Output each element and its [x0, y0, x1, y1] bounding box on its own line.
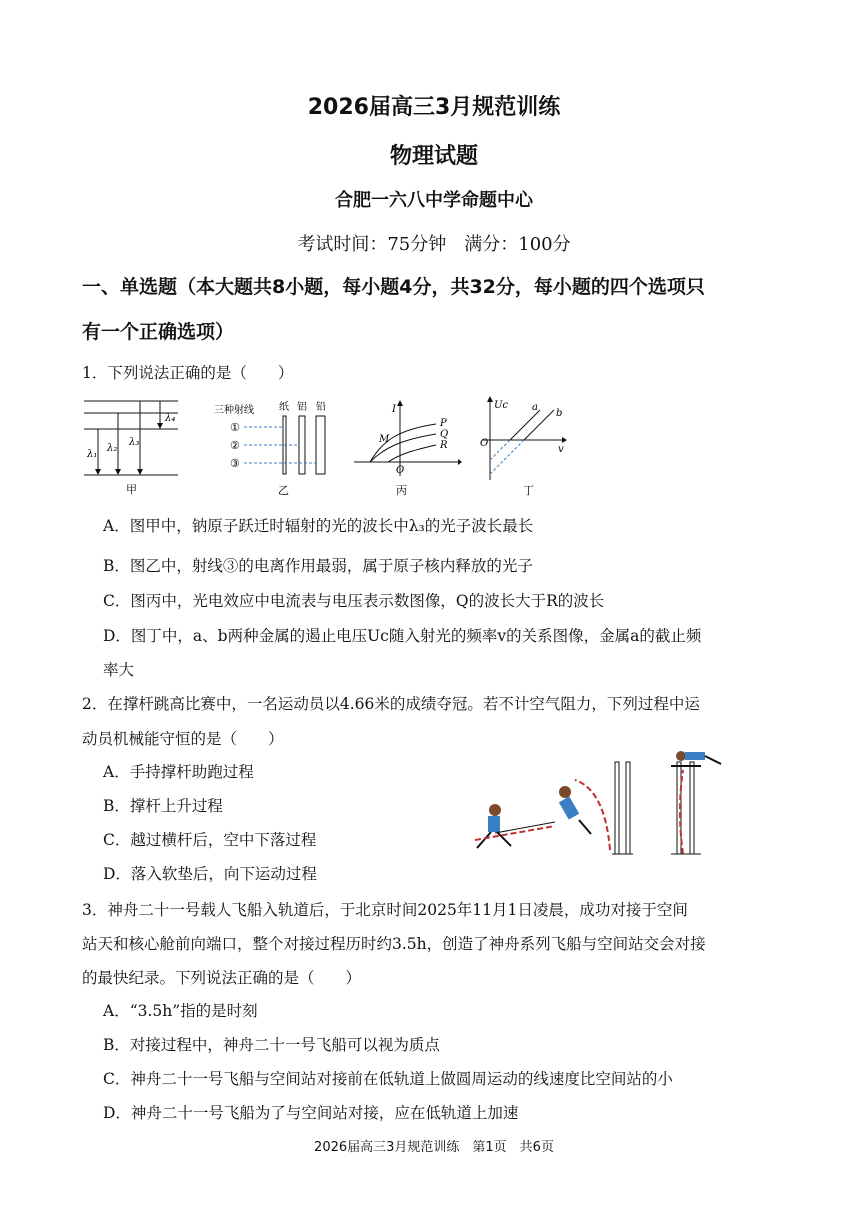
- q3-option-a: A．“3.5h”指的是时刻: [103, 1002, 258, 1020]
- subject-title: 物理试题: [389, 144, 478, 169]
- q1-option-a: A．图甲中，钠原子跃迁时辐射的光的波长中λ₃的光子波长最长: [103, 517, 534, 535]
- runner-head: [489, 804, 501, 816]
- jumper-head: [676, 751, 686, 761]
- upright-right: [690, 762, 694, 854]
- axis-o-label: O: [480, 438, 489, 449]
- author-line: 合肥一六八中学命题中心: [335, 190, 533, 211]
- ray-3-label: ③: [230, 457, 240, 470]
- axis-o-label: O: [396, 465, 405, 476]
- material-lead: 铅: [316, 402, 326, 413]
- q1-stem: 1．下列说法正确的是（ ）: [82, 364, 294, 382]
- section-heading-cont: 有一个正确选项）: [82, 321, 235, 343]
- figure-caption-jia: 甲: [126, 483, 137, 496]
- q1-option-b: B．图乙中，射线③的电离作用最弱，属于原子核内释放的光子: [103, 557, 533, 575]
- pole-bent: [575, 780, 610, 850]
- q3-stem-cont: 站天和核心舱前向端口，整个对接过程历时约3.5h，创造了神舟系列飞船与空间站交会对接: [82, 935, 706, 953]
- q3-option-b: B．对接过程中，神舟二十一号飞船可以视为质点: [103, 1036, 440, 1054]
- line-a-label: a: [532, 402, 538, 413]
- line-b: [524, 410, 554, 440]
- jumper-leg: [579, 820, 591, 834]
- q3-stem: 3．神舟二十一号载人飞船入轨道后，于北京时间2025年11月1日凌晨，成功对接于空间: [82, 901, 688, 919]
- q2-option-a: A．手持撑杆助跑过程: [103, 763, 254, 781]
- q2-stem: 2．在撑杆跳高比赛中，一名运动员以4.66米的成绩夺冠。若不计空气阻力，下列过程中运: [82, 695, 700, 713]
- q2-stem-cont: 动员机械能守恒的是（ ）: [82, 730, 284, 748]
- figure-jia: [82, 393, 182, 498]
- ray-1-label: ①: [230, 421, 240, 434]
- curve-q-label: Q: [440, 429, 449, 440]
- line-b-extension: [490, 440, 524, 474]
- jumper-body: [685, 752, 705, 760]
- figure-caption-bing: 丙: [396, 484, 407, 497]
- exam-info: 考试时间：75分钟 满分：100分: [297, 234, 571, 255]
- axis-i-label: I: [392, 404, 396, 415]
- jumper-body: [559, 796, 579, 819]
- upright-right: [626, 762, 630, 854]
- jumper-head: [559, 786, 571, 798]
- pole-carried: [475, 826, 555, 840]
- pole-vault-illustration: [455, 750, 735, 860]
- q1-option-c: C．图丙中，光电效应中电流表与电压表示数图像，Q的波长大于R的波长: [103, 592, 605, 610]
- lead-sheet: [316, 416, 325, 474]
- q3-option-d: D．神舟二十一号飞船为了与空间站对接，应在低轨道上加速: [103, 1104, 519, 1122]
- jumper-leg: [705, 756, 721, 764]
- figure-yi: [212, 398, 337, 498]
- figure-bing: [352, 398, 462, 498]
- q2-option-c: C．越过横杆后，空中下落过程: [103, 831, 317, 849]
- q3-option-c: C．神舟二十一号飞船与空间站对接前在低轨道上做圆周运动的线速度比空间站的小: [103, 1070, 673, 1088]
- label-lambda3: λ₃: [129, 437, 140, 448]
- label-lambda2: λ₂: [107, 443, 118, 454]
- line-a: [510, 410, 540, 440]
- q2-option-d: D．落入软垫后，向下运动过程: [103, 865, 317, 883]
- figure-ding: [478, 394, 568, 498]
- axis-uc-label: Uc: [494, 400, 509, 411]
- section-heading: 一、单选题（本大题共8小题，每小题4分，共32分，每小题的四个选项只: [82, 276, 705, 298]
- figure-caption-yi: 乙: [278, 484, 289, 497]
- exam-title: 2026届高三3月规范训练: [307, 95, 561, 120]
- page-footer: 2026届高三3月规范训练 第1页 共6页: [314, 1140, 554, 1155]
- q1-option-d-cont: 率大: [103, 661, 135, 679]
- upright-left: [615, 762, 619, 854]
- curve-p-label: P: [440, 418, 447, 429]
- material-aluminum: 铝: [297, 402, 307, 413]
- line-a-extension: [490, 440, 510, 460]
- axis-v-label: v: [558, 444, 564, 455]
- runner-body: [488, 816, 500, 832]
- figure-caption-ding: 丁: [523, 484, 534, 497]
- q1-option-d: D．图丁中，a、b两种金属的遏止电压Uc随入射光的频率v的关系图像，金属a的截止频: [103, 627, 702, 645]
- label-lambda1: λ₁: [87, 449, 98, 460]
- q3-stem-cont2: 的最快纪录。下列说法正确的是（ ）: [82, 969, 362, 987]
- curve-r: [388, 445, 436, 462]
- line-b-label: b: [556, 408, 563, 419]
- point-m-label: M: [379, 434, 390, 445]
- material-paper: 纸: [279, 402, 289, 413]
- q2-option-b: B．撑杆上升过程: [103, 797, 223, 815]
- label-lambda4: λ₄: [165, 413, 176, 424]
- curve-r-label: R: [440, 440, 448, 451]
- ray-2-label: ②: [230, 439, 240, 452]
- rays-label: 三种射线: [214, 405, 254, 416]
- aluminum-sheet: [299, 416, 305, 474]
